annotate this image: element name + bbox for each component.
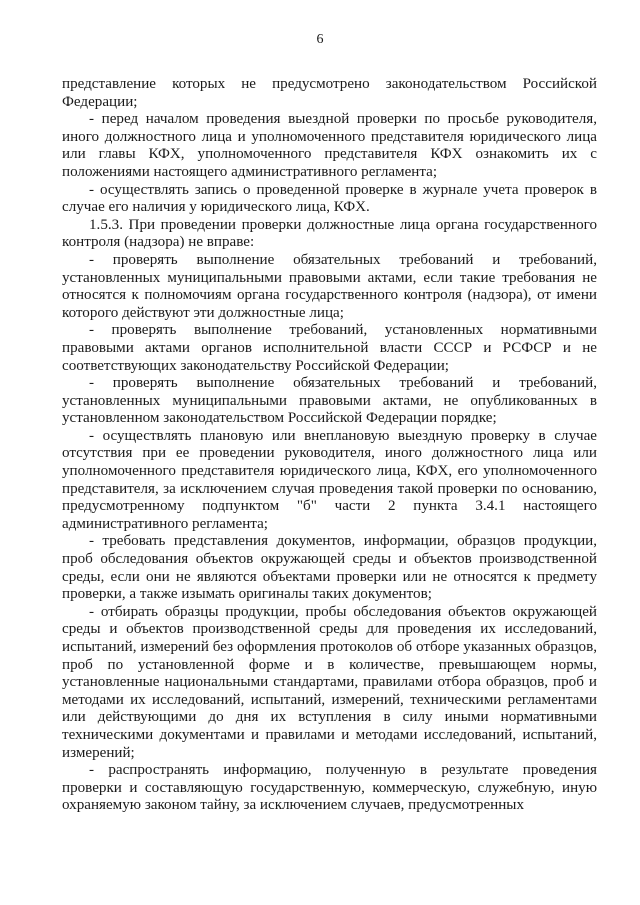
- paragraph-item-secrets: - распространять информацию, полученную в результате проведения проверки и составляющую государственную, коммерческую, служебную, иную охраняемую законом тайну, за исключением случаев, предусмотренных: [62, 762, 597, 814]
- paragraph-familiarize: - перед началом проведения выездной проверки по просьбе руководителя, иного должностного лица и уполномоченного представителя юридического лица или главы КФХ, уполномоченного представителя КФХ ознакомить их с положениями настоящего административного регламента;: [62, 111, 597, 180]
- paragraph-section-1-5-3: 1.5.3. При проведении проверки должностные лица органа государственного контроля (надзора) не вправе:: [62, 216, 597, 251]
- document-body: [62, 76, 597, 815]
- paragraph-item-municipal: - проверять выполнение обязательных требований и требований, установленных муниципальными правовыми актами, если такие требования не относятся к полномочиям органа государственного контроля (надзора), от имени которого действуют эти должностные лица;: [62, 251, 597, 321]
- paragraph-item-unpublished: - проверять выполнение обязательных требований и требований, установленных муниципальными правовыми актами, не опубликованных в установленном законодательством Российской Федерации порядке;: [62, 375, 597, 427]
- paragraph-item-absence: - осуществлять плановую или внеплановую выездную проверку в случае отсутствия при ее проведении руководителя, иного должностного лица или уполномоченного представителя юридического лица, КФХ, его уполномоченного представителя, за исключением случая проведения такой проверки по основанию, предусмотренному подпунктом "б" части 2 пункта 3.4.1 настоящего административного регламента;: [62, 427, 597, 532]
- paragraph-continuation: представление которых не предусмотрено законодательством Российской Федерации;: [62, 76, 597, 110]
- paragraph-item-documents: - требовать представления документов, информации, образцов продукции, проб обследования объектов окружающей среды и объектов производственной среды, если они не являются объектами проверки или не относятся к предмету проверки, а также изымать оригиналы таких документов;: [62, 533, 597, 603]
- page-number: 6: [316, 32, 324, 47]
- paragraph-item-samples: - отбирать образцы продукции, пробы обследования объектов окружающей среды и объектов производственной среды для проведения их исследований, испытаний, измерений без оформления протоколов об отборе указанных образцов, проб по установленной форме и в количестве, превышающем нормы, установленные национальными стандартами, правилами отбора образцов, проб и методами их исследований, испытаний, измерений, техническими регламентами или действующими до дня их вступления в силу иными нормативными техническими документами и правилами и методами исследований, испытаний, измерений;: [62, 603, 597, 761]
- paragraph-journal: - осуществлять запись о проведенной проверке в журнале учета проверок в случае его наличия у юридического лица, КФХ.: [62, 181, 597, 216]
- paragraph-item-ussr: - проверять выполнение требований, установленных нормативными правовыми актами органов исполнительной власти СССР и РСФСР и не соответствующих законодательству Российской Федерации;: [62, 322, 597, 374]
